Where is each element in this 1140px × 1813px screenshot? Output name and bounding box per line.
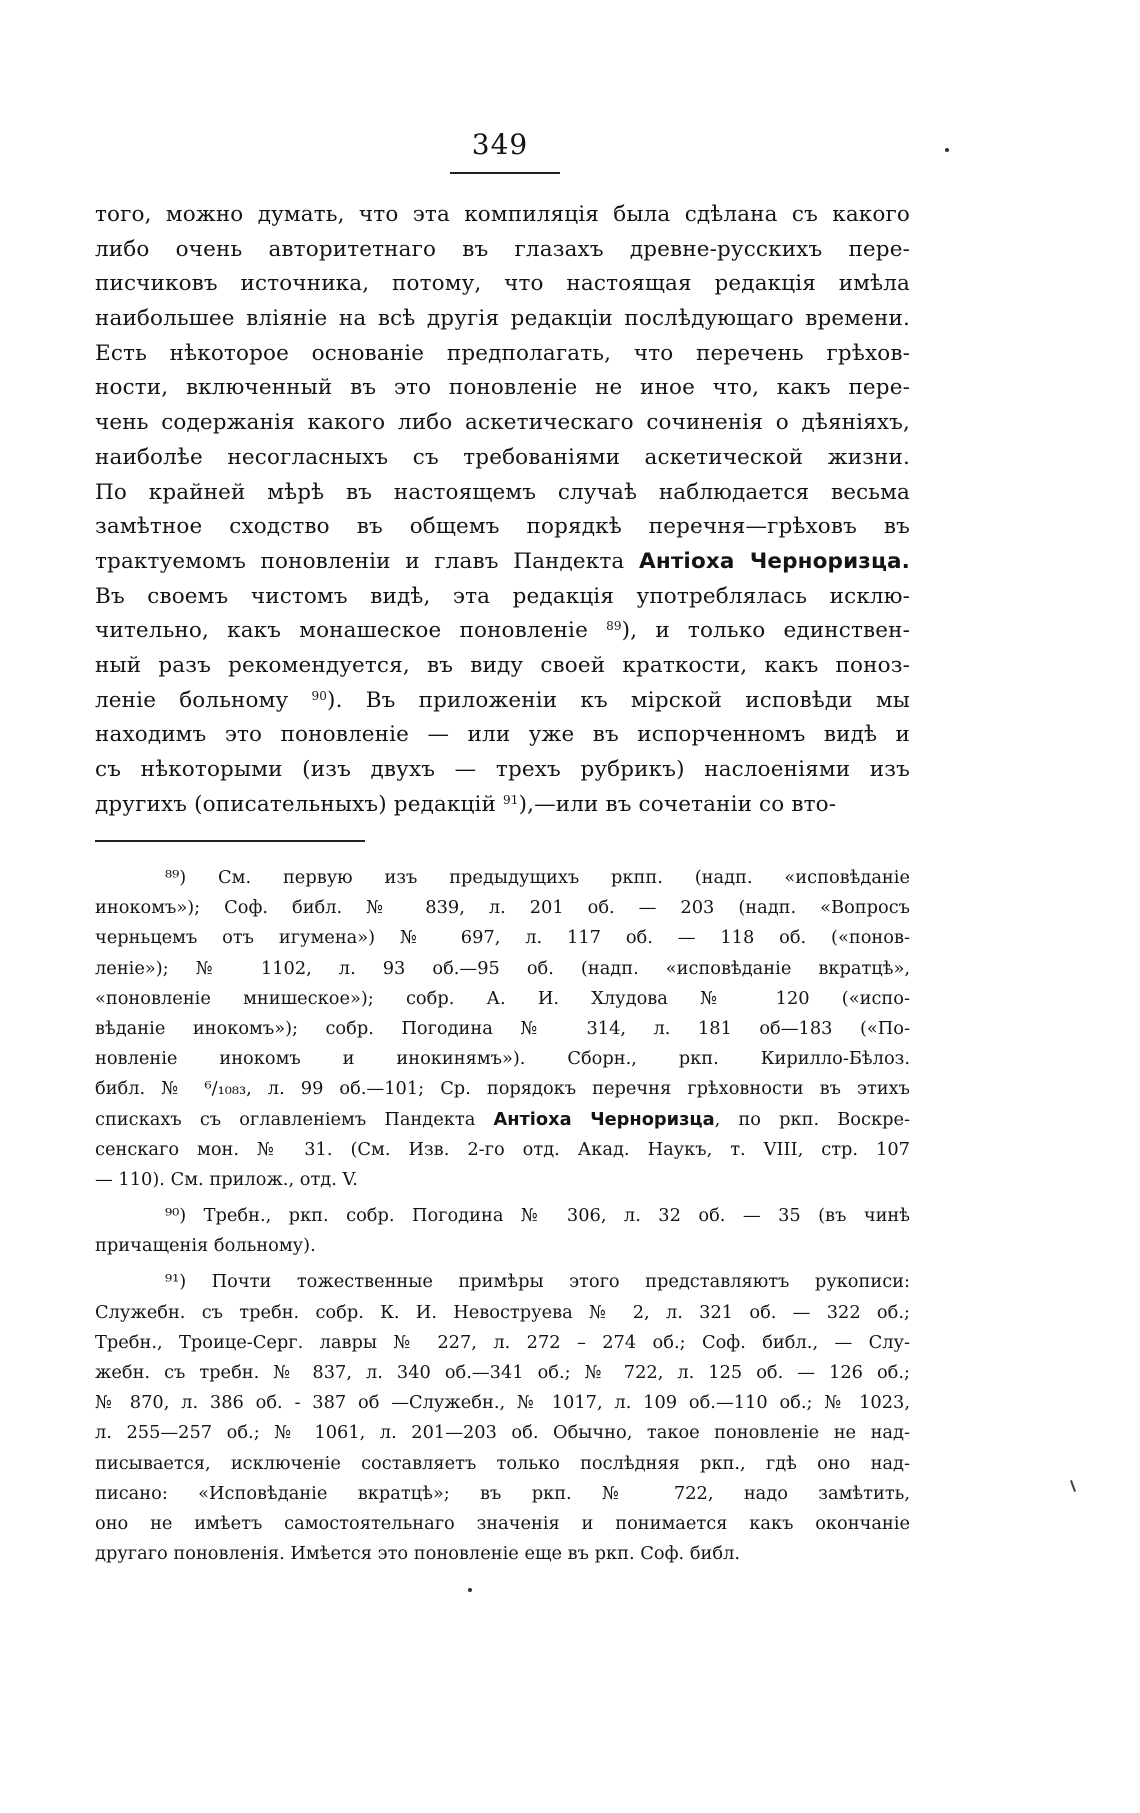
text-line — [95, 614, 910, 649]
text-line: наиболѣе несогласныхъ съ требованіями аскетической жизни. — [95, 444, 910, 470]
text-line: Есть нѣкоторое основаніе предполагать, что перечень грѣхов- — [95, 340, 910, 366]
text-segment: ), и только единствен- — [621, 618, 911, 644]
footnote-89-line: ⁸⁹) См. первую изъ предыдущихъ ркпп. (надп. «исповѣданіе — [165, 867, 910, 888]
text-line — [95, 545, 910, 580]
text-segment: леніе больному — [95, 687, 312, 713]
footnote-89-line: черньцемъ отъ игумена») № 697, л. 117 об. — 118 об. («понов- — [95, 927, 910, 949]
footnote-ref-91: 91 — [502, 792, 519, 807]
text-segment: другихъ (описательныхъ) редакцій — [95, 791, 503, 817]
footnote-91-line: оно не имѣетъ самостоятельнаго значенія и понимается какъ окончаніе — [95, 1512, 910, 1534]
text-segment: чительно, какъ монашеское поновленіе — [95, 618, 607, 644]
footnote-91-line: писано: «Исповѣданіе вкратцѣ»; въ ркп. № 722, надо замѣтить, — [95, 1482, 910, 1504]
text-line: либо очень авторитетнаго въ глазахъ древне-русскихъ пере- — [95, 236, 910, 262]
text-segment: спискахъ съ оглавленіемъ Пандекта — [95, 1108, 494, 1130]
footnote-89-line: леніе»); № 1102, л. 93 об.—95 об. (надп. «исповѣданіе вкратцѣ», — [95, 957, 910, 979]
scan-mark — [1070, 1480, 1076, 1492]
bold-name: Антіоха Черноризца. — [639, 548, 911, 574]
footnote-91-line: Требн., Троице-Серг. лавры № 227, л. 272 – 274 об.; Соф. библ., — Слу- — [95, 1331, 910, 1353]
scan-speck — [468, 1588, 472, 1592]
footnote-91-line: писывается, исключеніе составляетъ только послѣдняя ркп., гдѣ оно над- — [95, 1452, 910, 1474]
footnote-89-line: «поновленіе мнишеское»); собр. А. И. Хлудова № 120 («испо- — [95, 987, 910, 1009]
footnote-91-line: л. 255—257 об.; № 1061, л. 201—203 об. Обычно, такое поновленіе не над- — [95, 1422, 910, 1444]
footnote-89-line: инокомъ»); Соф. библ. № 839, л. 201 об. — 203 (надп. «Вопросъ — [95, 897, 910, 919]
text-line: Въ своемъ чистомъ видѣ, эта редакція употреблялась исклю- — [95, 583, 910, 609]
footnote-90-line: причащенія больному). — [95, 1235, 316, 1257]
text-line: замѣтное сходство въ общемъ порядкѣ перечня—грѣховъ въ — [95, 514, 910, 540]
footnote-91-line: ⁹¹) Почти тожественные примѣры этого представляютъ рукописи: — [165, 1271, 910, 1293]
footnote-89-line: новленіе инокомъ и инокинямъ»). Сборн., ркп. Кирилло-Бѣлоз. — [95, 1048, 910, 1070]
page-number-underline — [450, 172, 560, 174]
footnote-91-line: жебн. съ требн. № 837, л. 340 об.—341 об.; № 722, л. 125 об. — 126 об.; — [95, 1362, 910, 1383]
text-line: находимъ это поновленіе — или уже въ испорченномъ видѣ и — [95, 722, 910, 748]
text-line: наибольшее вліяніе на всѣ другія редакціи послѣдующаго времени. — [95, 306, 910, 332]
main-text — [95, 198, 910, 822]
text-line — [95, 788, 910, 823]
page-number: 349 — [471, 128, 529, 161]
footnote-89-line: вѣданіе инокомъ»); собр. Погодина № 314, л. 181 об—183 («По- — [95, 1017, 910, 1039]
footnote-89-line: сенскаго мон. № 31. (См. Изв. 2-го отд. Акад. Наукъ, т. VIII, стр. 107 — [95, 1138, 910, 1160]
text-line: писчиковъ источника, потому, что настоящая редакція имѣла — [95, 271, 910, 297]
footnote-separator — [95, 840, 365, 842]
text-segment: , по ркп. Воскре- — [714, 1108, 910, 1130]
footnote-ref-89: 89 — [606, 619, 622, 634]
text-segment: ). Въ приложеніи къ мірской исповѣди мы — [327, 687, 910, 713]
text-line: съ нѣкоторыми (изъ двухъ — трехъ рубрикъ) наслоеніями изъ — [95, 757, 910, 782]
text-line: того, можно думать, что эта компиляція была сдѣлана съ какого — [95, 202, 910, 227]
text-line: ный разъ рекомендуется, въ виду своей краткости, какъ поноз- — [95, 652, 910, 678]
footnote-91-line: другаго поновленія. Имѣется это поновленіе еще въ ркп. Соф. библ. — [95, 1543, 741, 1565]
footnote-91-line: № 870, л. 386 об. - 387 об —Служебн., № 1017, л. 109 об.—110 об.; № 1023, — [95, 1392, 910, 1414]
footnote-91-line: Служебн. съ требн. собр. К. И. Невоструева № 2, л. 321 об. — 322 об.; — [95, 1301, 910, 1323]
text-line: По крайней мѣрѣ въ настоящемъ случаѣ наблюдается весьма — [95, 479, 910, 505]
bold-name: Антіоха Черноризца — [493, 1108, 715, 1130]
text-segment: ),—или въ сочетаніи со вто- — [518, 791, 837, 817]
text-line: ности, включенный въ это поновленіе не иное что, какъ пере- — [95, 375, 910, 401]
text-segment: трактуемомъ поновленіи и главъ Пандекта — [95, 548, 640, 574]
footnote-89-line: библ. № ⁶/₁₀₈₃, л. 99 об.—101; Ср. порядокъ перечня грѣховности въ этихъ — [95, 1078, 910, 1100]
scan-speck — [945, 148, 949, 152]
text-line: чень содержанія какого либо аскетическаго сочиненія о дѣяніяхъ, — [95, 410, 910, 436]
footnote-89-line — [95, 1105, 910, 1135]
text-line — [95, 684, 910, 719]
footnote-90-line: ⁹⁰) Требн., ркп. собр. Погодина № 306, л. 32 об. — 35 (въ чинѣ — [165, 1205, 910, 1227]
footnotes — [95, 863, 910, 1569]
footnote-89-line: — 110). См. прилож., отд. V. — [95, 1168, 358, 1190]
footnote-ref-90: 90 — [311, 688, 328, 703]
